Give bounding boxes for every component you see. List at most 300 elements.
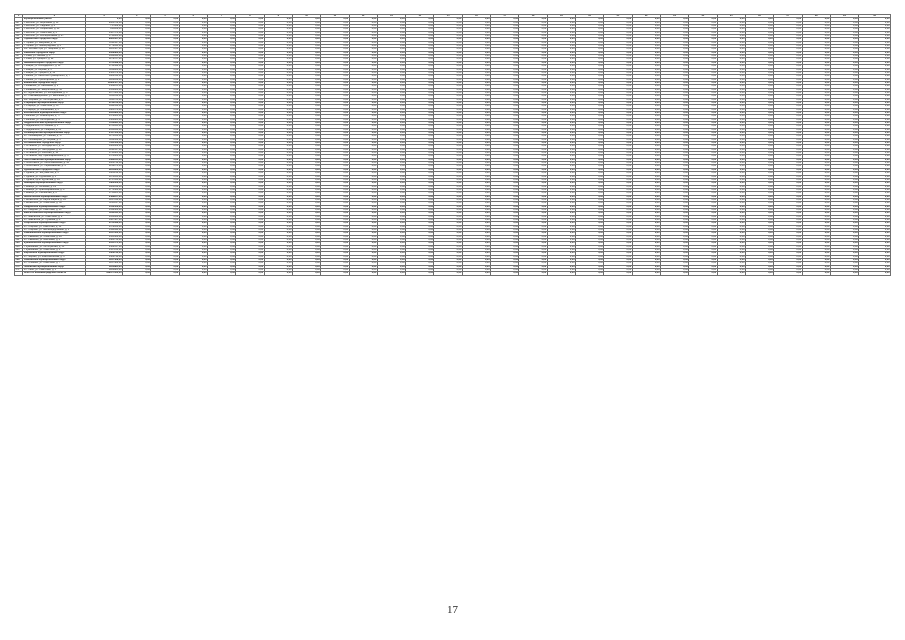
table-cell: 0,00 [604,105,632,108]
column-header: 24 [689,15,717,18]
table-cell: 0,00 [406,205,434,208]
table-cell: 0,00 [830,111,858,114]
table-cell: 2917062,00 [86,232,123,235]
table-cell: 0,00 [207,172,235,175]
table-cell: 0,00 [632,138,660,141]
table-cell: 0,00 [717,132,745,135]
table-cell: 0,00 [745,145,773,148]
table-cell: 0,00 [717,195,745,198]
table-cell: 0,00 [859,45,891,48]
table-cell: 0,00 [576,229,604,232]
table-cell: 0,00 [689,28,717,31]
table-cell: 0,00 [576,225,604,228]
table-cell: 0,00 [745,195,773,198]
table-cell: 0,00 [519,71,547,74]
table-cell: 0,00 [406,38,434,41]
table-cell: 0,00 [774,132,802,135]
table-cell: 0,00 [236,108,264,111]
table-cell: 0,00 [632,88,660,91]
table-cell: 0,00 [377,142,405,145]
table-cell: 0,00 [349,128,377,131]
table-cell: 0,00 [349,222,377,225]
table-cell: 0,00 [462,98,490,101]
table-cell: 0,00 [859,262,891,265]
table-cell: 0,00 [377,158,405,161]
table-cell: 0,00 [632,125,660,128]
table-cell: 0,00 [491,252,519,255]
row-label: г. Старица, ул. Советская, д. 11 [23,105,86,108]
table-cell: 0,00 [745,35,773,38]
table-cell: 0,00 [462,105,490,108]
table-cell: 1,00 [179,188,207,191]
table-cell: 0,00 [292,35,320,38]
table-cell: 0,00 [151,148,179,151]
row-number: 547 [15,188,23,191]
table-cell: 0,00 [207,198,235,201]
row-number: 561 [15,235,23,238]
table-cell: 0,00 [576,68,604,71]
table-cell: 0,00 [406,225,434,228]
table-cell: 0,00 [434,68,462,71]
table-cell: 0,00 [292,75,320,78]
table-cell: 0,00 [604,272,632,275]
table-cell: 0,00 [151,198,179,201]
table-cell: 0,00 [377,48,405,51]
table-cell: 0,00 [123,95,151,98]
table-cell: 0,00 [406,101,434,104]
table-cell: 0,00 [859,182,891,185]
row-label: пгт. Максатиха, ул. Пушкина, д. 2 [23,218,86,221]
table-cell: 851108,00 [86,28,123,31]
table-cell: 0,00 [151,145,179,148]
table-cell: 0,00 [321,61,349,64]
table-cell: 0,00 [207,152,235,155]
table-cell: 0,00 [292,41,320,44]
table-cell: 0,00 [717,68,745,71]
table-cell: 0,00 [660,172,688,175]
table-cell: 0,00 [264,255,292,258]
table-cell: 0,00 [802,252,830,255]
table-cell: 0,00 [123,255,151,258]
table-cell: 0,00 [207,175,235,178]
table-cell: 0,00 [830,168,858,171]
table-cell: 0,00 [123,239,151,242]
table-cell: 0,00 [660,105,688,108]
table-cell: 0,00 [434,182,462,185]
table-cell: 0,00 [802,101,830,104]
table-cell: 0,00 [434,205,462,208]
table-cell: 0,00 [519,202,547,205]
table-cell: 0,00 [717,18,745,21]
table-cell: 0,00 [576,168,604,171]
table-cell: 0,00 [434,185,462,188]
table-cell: 0,00 [207,51,235,54]
table-cell: 0,00 [519,111,547,114]
table-cell: 0,00 [717,188,745,191]
table-cell: 0,00 [321,55,349,58]
table-cell: 0,00 [377,31,405,34]
table-cell: 0,00 [745,198,773,201]
table-cell: 0,00 [717,152,745,155]
table-cell: 0,00 [830,148,858,151]
table-cell: 0,00 [632,212,660,215]
table-cell: 0,00 [519,212,547,215]
table-cell: 0,00 [859,128,891,131]
row-number: 558 [15,225,23,228]
table-cell: 0,00 [717,222,745,225]
table-cell: 0,00 [660,85,688,88]
table-cell: 0,00 [236,81,264,84]
table-cell: 1,00 [179,202,207,205]
table-cell: 0,00 [123,78,151,81]
table-cell: 0,00 [151,158,179,161]
table-cell: 0,00 [519,165,547,168]
table-cell: 0,00 [349,162,377,165]
table-cell: 0,00 [462,155,490,158]
table-cell: 0,00 [689,101,717,104]
table-cell: 0,00 [576,172,604,175]
table-cell: 0,00 [406,45,434,48]
table-cell: 0,00 [774,31,802,34]
row-label: Кашинский городской округ [23,81,86,84]
table-cell: 0,00 [689,41,717,44]
table-cell: 0,00 [632,155,660,158]
table-cell: 0,00 [264,155,292,158]
table-cell: 0,00 [434,162,462,165]
table-cell: 0,00 [547,239,575,242]
row-number: 537 [15,155,23,158]
table-cell: 0,00 [717,115,745,118]
table-cell: 0,00 [576,192,604,195]
table-cell: 0,00 [604,185,632,188]
table-cell: 0,00 [264,45,292,48]
table-cell: 0,00 [349,152,377,155]
table-cell: 0,00 [491,232,519,235]
table-cell: 0,00 [321,188,349,191]
table-cell: 0,00 [632,158,660,161]
table-cell: 1,00 [179,198,207,201]
table-cell: 0,00 [576,135,604,138]
table-cell: 0,00 [434,192,462,195]
table-cell: 0,00 [462,235,490,238]
table-cell: 0,00 [406,35,434,38]
table-cell: 0,00 [462,78,490,81]
table-cell: 0,00 [207,71,235,74]
table-cell: 0,00 [632,265,660,268]
table-cell: 0,00 [774,105,802,108]
table-cell: 0,00 [547,232,575,235]
table-cell: 0,00 [264,28,292,31]
table-cell: 0,00 [830,215,858,218]
table-cell: 0,00 [689,31,717,34]
row-number: 517 [15,88,23,91]
table-cell: 0,00 [604,65,632,68]
table-cell: 0,00 [377,259,405,262]
row-label: пгт. Селижарово, ул. Ленина, д. 17 [23,135,86,138]
table-cell: 0,00 [604,215,632,218]
row-number: 556 [15,218,23,221]
table-cell: 0,00 [576,128,604,131]
table-cell: 0,00 [859,165,891,168]
table-cell: 0,00 [745,175,773,178]
table-cell: 0,00 [292,21,320,24]
table-cell: 0,00 [321,175,349,178]
table-cell: 0,00 [491,259,519,262]
table-cell: 0,00 [236,31,264,34]
table-cell: 0,00 [491,78,519,81]
row-number: 544 [15,178,23,181]
table-cell: 1195703,00 [86,98,123,101]
table-cell: 0,00 [434,28,462,31]
table-cell: 0,00 [377,95,405,98]
table-cell: 0,00 [774,101,802,104]
table-cell: 0,00 [123,45,151,48]
table-cell: 0,00 [377,215,405,218]
table-cell: 0,00 [745,95,773,98]
table-cell: 0,00 [349,155,377,158]
table-cell: 0,00 [519,198,547,201]
table-cell: 0,00 [604,212,632,215]
table-cell: 0,00 [462,182,490,185]
table-cell: 0,00 [462,195,490,198]
table-cell: 0,00 [264,51,292,54]
table-cell: 0,00 [377,269,405,272]
table-cell: 0,00 [632,269,660,272]
table-cell: 0,00 [604,25,632,28]
table-cell: 0,00 [519,85,547,88]
table-cell: 0,00 [717,235,745,238]
table-cell: 0,00 [830,158,858,161]
table-cell: 0,00 [604,45,632,48]
table-cell: 0,00 [547,101,575,104]
table-cell: 0,00 [632,175,660,178]
table-cell: 0,00 [434,135,462,138]
table-cell: 0,00 [264,182,292,185]
table-cell: 0,00 [377,91,405,94]
table-cell: 0,00 [802,41,830,44]
table-cell: 0,00 [774,269,802,272]
table-cell: 0,00 [660,25,688,28]
table-cell: 0,00 [321,65,349,68]
page-number: 17 [447,604,458,616]
table-cell: 0,00 [207,188,235,191]
row-number: 541 [15,168,23,171]
table-cell: 0,00 [576,125,604,128]
table-cell: 0,00 [264,38,292,41]
table-cell: 0,00 [377,235,405,238]
row-label: пгт. Селижарово, ул. Кирова, д. 5 [23,138,86,141]
table-cell: 0,00 [660,192,688,195]
table-cell: 0,00 [632,222,660,225]
table-cell: 0,00 [377,195,405,198]
table-cell: 0,00 [236,162,264,165]
table-cell: 0,00 [491,125,519,128]
table-cell: 0,00 [377,122,405,125]
table-cell: 0,00 [660,232,688,235]
table-cell: 0,00 [123,58,151,61]
table-cell: 0,00 [462,25,490,28]
row-label: пгт. Рамешки, ул. Школьная, д. 4 [23,239,86,242]
row-label: Андреапольский муниципальный округ [23,122,86,125]
table-cell: 0,00 [434,145,462,148]
table-cell: 0,00 [774,81,802,84]
table-cell: 0,00 [434,25,462,28]
row-number: 526 [15,118,23,121]
table-cell: 0,00 [547,185,575,188]
table-cell: 0,00 [236,205,264,208]
table-cell: 0,00 [717,71,745,74]
table-cell: 0,00 [547,192,575,195]
table-cell: 0,00 [519,255,547,258]
table-cell: 0,00 [292,45,320,48]
table-cell: 0,00 [717,218,745,221]
table-cell: 0,00 [576,105,604,108]
table-cell: 0,00 [632,272,660,275]
table-cell: 0,00 [859,272,891,275]
table-cell: 0,00 [207,41,235,44]
table-cell: 0,00 [377,185,405,188]
table-cell: 0,00 [349,45,377,48]
table-cell: 0,00 [745,125,773,128]
table-cell: 0,00 [491,215,519,218]
table-cell: 2764098,00 [86,222,123,225]
table-cell: 1,00 [179,128,207,131]
table-cell: 0,00 [264,25,292,28]
row-number: 551 [15,202,23,205]
table-cell: 0,00 [207,255,235,258]
table-cell: 0,00 [123,68,151,71]
table-cell: 0,00 [717,178,745,181]
table-cell: 0,00 [292,222,320,225]
table-cell: 0,00 [802,21,830,24]
table-cell: 0,00 [519,21,547,24]
table-cell: 0,00 [207,145,235,148]
table-cell: 0,00 [547,55,575,58]
table-cell: 0,00 [123,108,151,111]
table-cell: 0,00 [179,101,207,104]
table-cell: 0,00 [830,165,858,168]
table-cell: 0,00 [462,225,490,228]
table-cell: 0,00 [179,195,207,198]
table-cell: 0,00 [745,122,773,125]
table-cell: 0,00 [123,41,151,44]
table-cell: 0,00 [660,58,688,61]
table-cell: 0,00 [689,182,717,185]
table-cell: 0,00 [745,41,773,44]
table-cell: 0,00 [349,225,377,228]
table-cell: 0,00 [491,108,519,111]
table-cell: 0,00 [377,232,405,235]
table-cell: 0,00 [349,105,377,108]
table-cell: 0,00 [830,229,858,232]
table-cell: 1,00 [179,88,207,91]
table-cell: 0,00 [377,18,405,21]
table-cell: 0,00 [576,182,604,185]
table-cell: 0,00 [264,158,292,161]
table-cell: 0,00 [491,165,519,168]
table-cell: 0,00 [292,118,320,121]
table-cell: 0,00 [547,45,575,48]
table-cell: 0,00 [491,242,519,245]
table-cell: 0,00 [207,202,235,205]
table-cell: 0,00 [632,38,660,41]
table-cell: 0,00 [292,65,320,68]
table-cell: 0,00 [377,205,405,208]
table-cell: 0,00 [123,235,151,238]
table-cell: 0,00 [434,48,462,51]
table-cell: 0,00 [491,85,519,88]
table-cell: 0,00 [802,255,830,258]
table-cell: 0,00 [349,132,377,135]
table-cell: 0,00 [264,31,292,34]
table-cell: 0,00 [830,71,858,74]
table-cell: 1778091,00 [86,45,123,48]
table-cell: 0,00 [632,215,660,218]
table-cell: 0,00 [292,205,320,208]
table-cell: 0,00 [321,232,349,235]
row-label: г. Удомля, ул. Энтузиастов, д. 3 [23,172,86,175]
table-cell: 0,00 [123,85,151,88]
table-cell: 0,00 [830,185,858,188]
table-cell: 0,00 [491,255,519,258]
table-cell: 0,00 [576,202,604,205]
table-cell: 0,00 [264,91,292,94]
table-cell: 0,00 [802,229,830,232]
table-cell: 0,00 [123,249,151,252]
table-cell: 0,00 [519,242,547,245]
row-number: 520 [15,98,23,101]
table-cell: 0,00 [292,138,320,141]
table-cell: 0,00 [660,55,688,58]
table-cell: 0,00 [830,48,858,51]
row-number: 569 [15,262,23,265]
table-cell: 0,00 [689,232,717,235]
table-cell: 0,00 [576,158,604,161]
table-cell: 0,00 [292,48,320,51]
table-cell: 0,00 [406,115,434,118]
table-cell: 0,00 [434,175,462,178]
table-cell: 0,00 [745,108,773,111]
table-cell: 0,00 [830,192,858,195]
table-cell: 0,00 [604,225,632,228]
table-cell: 0,00 [292,255,320,258]
table-cell: 0,00 [717,239,745,242]
table-cell: 0,00 [151,182,179,185]
table-cell: 0,00 [717,128,745,131]
table-cell: 0,00 [349,58,377,61]
table-cell: 0,00 [604,71,632,74]
table-cell: 0,00 [859,25,891,28]
table-cell: 0,00 [434,215,462,218]
table-cell: 0,00 [745,225,773,228]
table-cell: 0,00 [689,125,717,128]
table-cell: 0,00 [660,235,688,238]
table-cell: 0,00 [547,208,575,211]
column-header: 18 [519,15,547,18]
table-cell: 1,00 [179,115,207,118]
table-cell: 0,00 [632,115,660,118]
table-cell: 0,00 [349,249,377,252]
table-cell: 0,00 [377,192,405,195]
column-header: 1 [15,15,23,18]
table-cell: 0,00 [377,118,405,121]
table-cell: 0,00 [745,118,773,121]
table-cell: 0,00 [576,115,604,118]
table-cell: 0,00 [434,202,462,205]
table-cell: 0,00 [547,61,575,64]
table-cell: 0,00 [207,262,235,265]
table-cell: 0,00 [519,95,547,98]
